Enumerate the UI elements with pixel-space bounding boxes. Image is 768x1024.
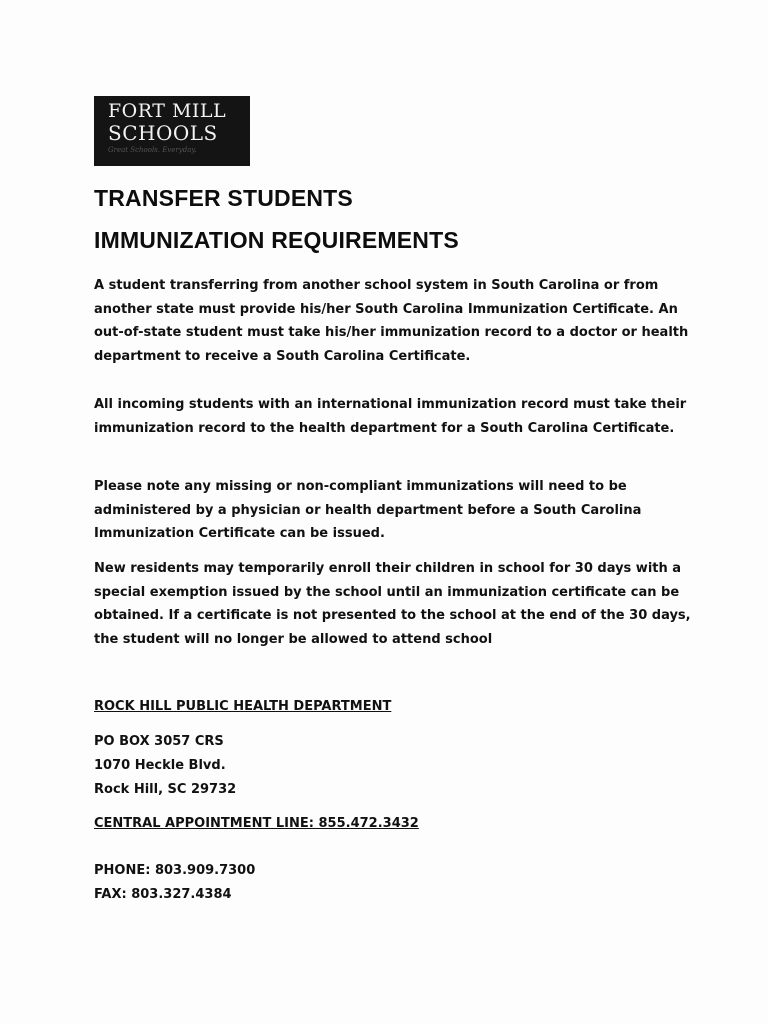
central-appointment-line: CENTRAL APPOINTMENT LINE: 855.472.3432 [94, 816, 419, 831]
logo-tagline: Great Schools. Everyday. [108, 146, 197, 154]
paragraph-transfer: A student transferring from another school system in South Carolina or from another state must provide his/her South Carolina Immunization Certificate. An out-of-state student must take his/her immunization record to a doctor or health department to receive a South Carolina Certificate. [94, 278, 689, 364]
title-line-1: TRANSFER STUDENTS [94, 185, 353, 211]
fax-number: FAX: 803.327.4384 [94, 887, 232, 902]
address-line-3: Rock Hill, SC 29732 [94, 782, 237, 797]
paragraph-new-residents: New residents may temporarily enroll their children in school for 30 days with a special exemption issued by the school until an immunization certificate can be obtained. If a certificate is not presented to the school at the end of the 30 days, the student will no longer be allowed to attend school [94, 561, 691, 647]
phone-number: PHONE: 803.909.7300 [94, 863, 256, 878]
paragraph-international: All incoming students with an international immunization record must take their immunization record to the health department for a South Carolina Certificate. [94, 397, 687, 436]
department-heading: ROCK HILL PUBLIC HEALTH DEPARTMENT [94, 699, 392, 714]
fort-mill-schools-logo [94, 96, 250, 166]
paragraph-missing-immunizations: Please note any missing or non-compliant immunizations will need to be administered by a physician or health department before a South Carolina Immunization Certificate can be issued. [94, 479, 642, 541]
title-line-2: IMMUNIZATION REQUIREMENTS [94, 227, 459, 253]
logo-line-1: FORT MILL [108, 100, 227, 122]
logo-line-2: SCHOOLS [108, 121, 218, 145]
address-line-1: PO BOX 3057 CRS [94, 734, 224, 749]
address-line-2: 1070 Heckle Blvd. [94, 758, 226, 773]
